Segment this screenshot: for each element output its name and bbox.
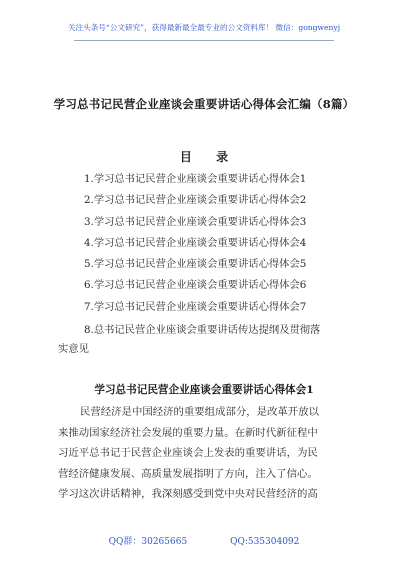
footer-contact [0,534,408,547]
body-line: 民营经济是中国经济的重要组成部分，是改革开放以 [80,406,319,418]
toc-item: 4.学习总书记民营企业座谈会重要讲话心得体会4 [84,236,307,249]
toc-item: 3.学习总书记民营企业座谈会重要讲话心得体会3 [84,215,307,228]
toc-item: 2.学习总书记民营企业座谈会重要讲话心得体会2 [84,194,307,207]
toc-item: 5.学习总书记民营企业座谈会重要讲话心得体会5 [84,258,307,271]
toc-item-8 [58,321,374,359]
toc-item-8-line2: 实意见 [58,343,89,356]
toc-item: 1.学习总书记民营企业座谈会重要讲话心得体会1 [84,173,307,185]
document-title: 学习总书记民营企业座谈会重要讲话心得体会汇编（8篇） [53,97,355,111]
toc-item-8-line1: 8.总书记民营企业座谈会重要讲话传达提纲及贯彻落 [84,324,321,337]
toc-item: 7.学习总书记民营企业座谈会重要讲话心得体会7 [84,300,307,313]
header-promo-text: 关注头条号“公文研究”，获得最新最全最专业的公文资料库！ 微信：gongwenyj [67,23,341,32]
body-line: 营经济健康发展、高质量发展指明了方向，注入了信心。 [58,467,318,480]
body-paragraph [58,402,354,505]
toc-item: 6.学习总书记民营企业座谈会重要讲话心得体会6 [84,279,307,292]
header-divider [74,40,334,41]
footer-qq-group: QQ群：30265665 [108,537,188,547]
section-title: 学习总书记民营企业座谈会重要讲话心得体会1 [94,384,314,396]
body-line: 学习这次讲话精神，我深刻感受到党中央对民营经济的高 [58,488,318,501]
table-of-contents [58,169,374,359]
body-line: 习近平总书记于民营企业座谈会上发表的重要讲话，为民 [58,447,318,460]
body-line: 来推动国家经济社会发展的重要力量。在新时代新征程中 [58,426,318,439]
footer-qq: QQ:535304092 [230,537,300,547]
toc-heading: 目 录 [179,150,239,164]
